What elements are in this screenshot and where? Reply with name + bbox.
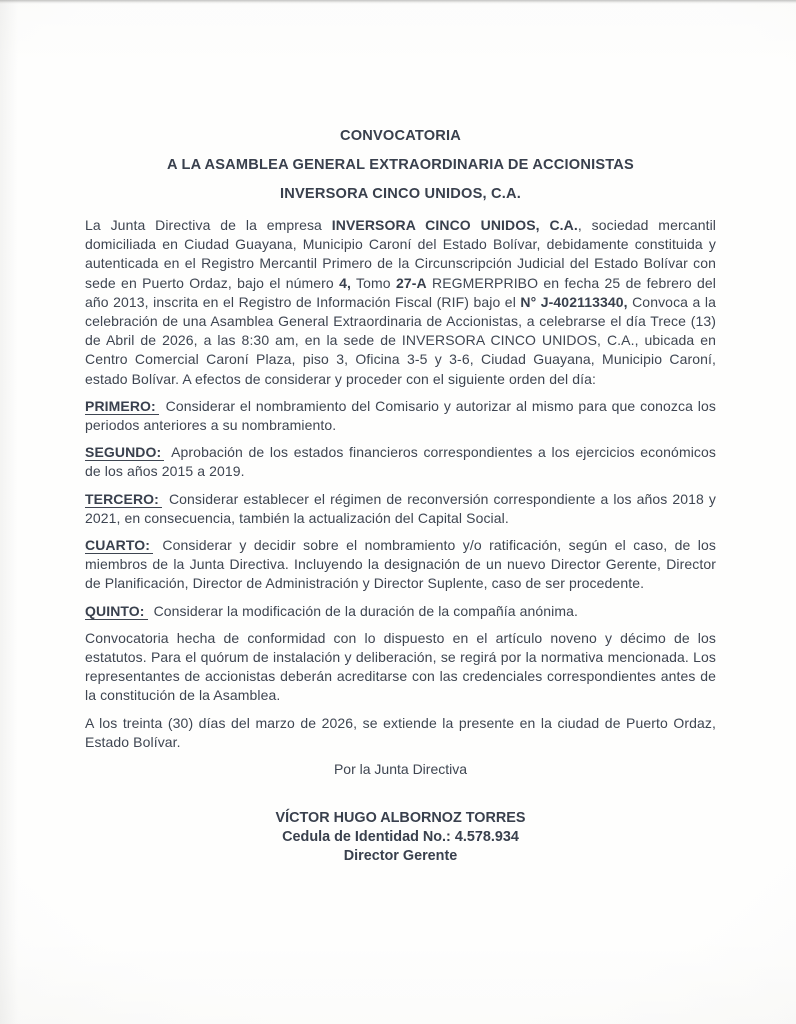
signature-intro: Por la Junta Directiva	[333, 761, 468, 778]
agenda-item-quinto	[85, 602, 716, 621]
intro-bold-segment: N° J-402113340,	[520, 293, 628, 310]
document-title: CONVOCATORIA	[339, 128, 462, 144]
agenda-item-text: Considerar y decidir sobre el nombramiento y/o ratificación, según el caso, de los miembros de la Junta Directiva. Incluyendo la designación de un nuevo Director Gerente, Director de Planificación, Director de Administración y Director Suplente, caso de ser procedente.	[85, 537, 716, 592]
document-subtitle: A LA ASAMBLEA GENERAL EXTRAORDINARIA DE ACCIONISTAS	[167, 157, 634, 173]
agenda-item-primero	[85, 397, 716, 435]
agenda-item-label: PRIMERO:	[85, 398, 159, 415]
intro-text-segment: Tomo	[350, 274, 396, 291]
agenda-item-text: Aprobación de los estados financieros correspondientes a los ejercicios económicos de los años 2015 a 2019.	[85, 444, 716, 480]
signatory-id: Cedula de Identidad No.: 4.578.934	[282, 829, 519, 846]
intro-text-segment: , sociedad mercantil domiciliada en Ciudad Guayana, Municipio Caroní del Estado Bolívar, debidamente constituida y autenticada en el Registro Mercantil Primero de la Circunscripción Judicial del Estado Bolívar con sede en Puerto Ordaz, bajo el número	[85, 217, 716, 291]
date-paragraph: A los treinta (30) días del marzo de 2026, se extiende la presente en la ciudad de Puerto Ordaz, Estado Bolívar.	[85, 714, 716, 750]
agenda-item-label: CUARTO:	[85, 537, 153, 554]
intro-text-segment: Convoca a la celebración de una Asamblea General Extraordinaria de Accionistas, a celebrarse el día Trece (13) de Abril de 2026, a las 8:30 am, en la sede de INVERSORA CINCO UNIDOS, C.A., ubicada en Centro Comercial Caroní Plaza, piso 3, Oficina 3-5 y 3-6, Ciudad Guayana, Municipio Caroní, estado Bolívar. A efectos de considerar y proceder con el siguiente orden del día:	[85, 293, 716, 387]
agenda-item-segundo	[85, 443, 716, 481]
intro-bold-segment: 27-A	[395, 274, 427, 291]
agenda-item-label: TERCERO:	[85, 491, 162, 508]
agenda-item-text: Considerar el nombramiento del Comisario y autorizar al mismo para que conozca los periodos anteriores a su nombramiento.	[85, 397, 716, 434]
intro-bold-segment: INVERSORA CINCO UNIDOS, C.A.	[331, 217, 578, 233]
signatory-role: Director Gerente	[343, 848, 458, 865]
intro-text-segment: La Junta Directiva de la empresa	[85, 217, 332, 233]
signature-block	[85, 809, 716, 866]
intro-paragraph	[85, 216, 716, 389]
agenda-item-cuarto	[85, 536, 716, 594]
agenda-item-text: Considerar establecer el régimen de reconversión correspondiente a los años 2018 y 2021, en consecuencia, también la actualización del Capital Social.	[85, 490, 716, 526]
agenda-item-tercero	[85, 490, 716, 528]
agenda-item-label: SEGUNDO:	[85, 444, 164, 461]
intro-text-segment: REGMERPRIBO en fecha 25 de febrero del año 2013, inscrita en el Registro de Información Fiscal (RIF) bajo el	[85, 274, 716, 310]
agenda-item-text: Considerar la modificación de la duración de la compañía anónima.	[153, 602, 578, 619]
agenda-item-label: QUINTO:	[85, 603, 148, 620]
intro-bold-segment: 4,	[339, 274, 351, 291]
closing-paragraph: Convocatoria hecha de conformidad con lo dispuesto en el artículo noveno y décimo de los estatutos. Para el quórum de instalación y deliberación, se regirá por la normativa mencionada. Los representantes de accionistas deberán acreditarse con las credenciales correspondientes antes de la constitución de la Asamblea.	[85, 629, 716, 704]
signatory-name: VÍCTOR HUGO ALBORNOZ TORRES	[275, 810, 526, 827]
company-name: INVERSORA CINCO UNIDOS, C.A.	[279, 186, 521, 202]
